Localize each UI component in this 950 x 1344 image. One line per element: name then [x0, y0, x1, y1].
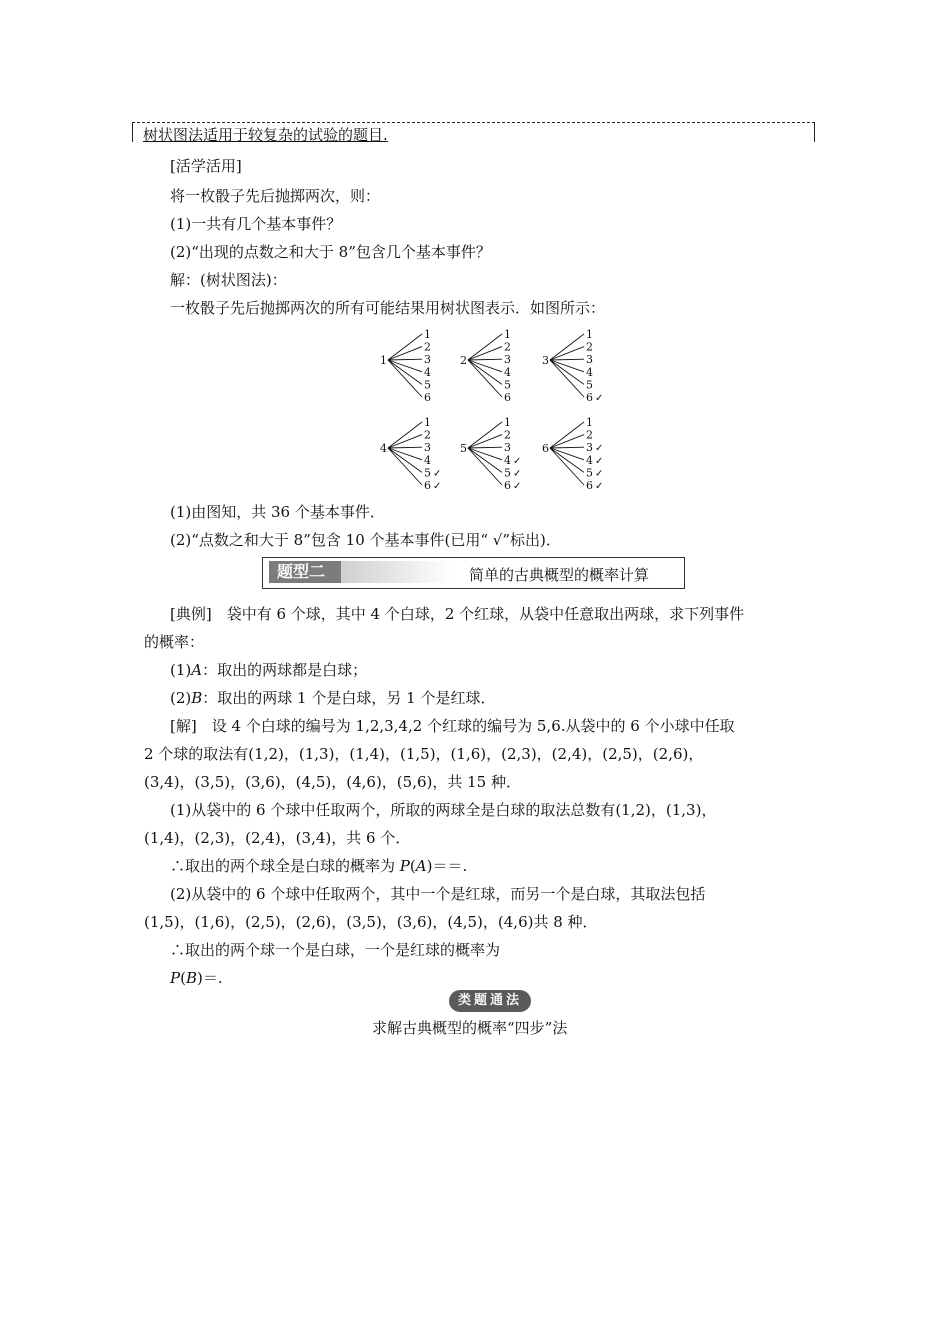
p2d-var: P [170, 969, 181, 987]
tree-branch [388, 422, 422, 448]
tree-leaf-4-1: 1 [424, 416, 431, 429]
tree-branch [388, 447, 422, 448]
part2-conclusion: P(B)＝. [170, 969, 223, 987]
tree-root-3: 3 [542, 354, 549, 367]
tree-leaf-4-5: 5 [424, 466, 431, 480]
practice-heading: [活学活用] [170, 157, 242, 175]
tree-branch [388, 347, 422, 360]
tree-leaf-6-3: 3 [586, 441, 593, 455]
check-mark-icon: ✓ [433, 481, 442, 492]
tree-leaf-4-6: 6 [424, 479, 431, 492]
part1-line2: (1,4)，(2,3)，(2,4)，(3,4)，共 6 个． [144, 829, 411, 847]
tree-root-2: 2 [460, 354, 467, 367]
tree-branch [550, 360, 584, 384]
tree-leaf-1-4: 4 [424, 365, 431, 379]
method-title: 求解古典概型的概率“四步”法 [372, 1019, 568, 1037]
tree-branch [468, 360, 502, 384]
example-q1 [170, 660, 367, 680]
tree-root-4: 4 [380, 442, 387, 455]
tip-box [132, 122, 815, 142]
method-badge: 类题通法 [449, 990, 531, 1012]
tree-leaf-4-2: 2 [424, 428, 431, 442]
section-type2-header [262, 557, 685, 589]
tree-leaf-6-4: 4 [586, 453, 593, 467]
tree-branch [468, 422, 502, 448]
tree-branch [468, 359, 502, 360]
part2-line2: (1,5)，(1,6)，(2,5)，(2,6)，(3,5)，(3,6)，(4,5)，(4,6)共 8 种． [144, 913, 598, 931]
tree-branch [468, 347, 502, 360]
practice-problem: 将一枚骰子先后抛掷两次，则： [170, 187, 381, 205]
tree-branch [388, 448, 422, 472]
tree-leaf-2-3: 3 [504, 353, 511, 367]
tree-branch [550, 447, 584, 448]
p1c-arg: A [415, 857, 427, 875]
check-mark-icon: ✓ [433, 468, 442, 480]
solution-line2: 2 个球的取法有(1,2)，(1,3)，(1,4)，(1,5)，(1,6)，(2,3)，(2,4)，(2,5)，(2,6)， [144, 745, 704, 763]
tree-branch [550, 448, 584, 472]
tree-leaf-5-6: 6 [504, 479, 511, 492]
answer-2: (2)“点数之和大于 8”包含 10 个基本事件(已用“ √”标出)． [170, 531, 561, 549]
practice-q1: (1)一共有几个基本事件？ [170, 215, 342, 233]
part2-line3: ∴取出的两个球一个是白球，一个是红球的概率为 [170, 941, 501, 959]
q1-var: A [191, 661, 203, 679]
check-mark-icon: ✓ [595, 443, 604, 455]
part1-line1: (1)从袋中的 6 个球中任取两个，所取的两球全是白球的取法总数有(1,2)，(1,3)， [170, 801, 717, 819]
tree-branch [388, 435, 422, 448]
tree-leaf-3-4: 4 [586, 365, 593, 379]
p1c-prefix: ∴取出的两个球全是白球的概率为 [170, 857, 400, 875]
tree-branch [550, 359, 584, 360]
solution-line1: [解] 设 4 个白球的编号为 1,2,3,4,2 个红球的编号为 5,6.从袋中的 6 个小球中任取 [170, 717, 735, 735]
tree-leaf-1-5: 5 [424, 378, 431, 392]
q2-var: B [191, 689, 203, 707]
example-q2 [170, 688, 495, 708]
p2d-post: ＝. [202, 969, 223, 987]
tree-branch [550, 334, 584, 360]
part1-conclusion: ∴取出的两个球全是白球的概率为 P(A)＝＝. [170, 857, 468, 875]
type2-label: 题型二 [269, 561, 341, 583]
tree-leaf-5-1: 1 [504, 416, 511, 429]
tree-branch [550, 422, 584, 448]
tree-leaf-5-3: 3 [504, 441, 511, 455]
tree-leaf-3-3: 3 [586, 353, 593, 367]
tree-branch [550, 435, 584, 448]
check-mark-icon: ✓ [595, 481, 604, 492]
tree-leaf-2-6: 6 [504, 391, 511, 404]
tree-leaf-5-2: 2 [504, 428, 511, 442]
tree-branch [550, 347, 584, 360]
practice-q2: (2)“出现的点数之和大于 8”包含几个基本事件？ [170, 243, 491, 261]
answer-1: (1)由图知，共 36 个基本事件． [170, 503, 385, 521]
check-mark-icon: ✓ [595, 468, 604, 480]
tree-leaf-6-5: 5 [586, 466, 593, 480]
tree-branch [468, 435, 502, 448]
q1-prefix: (1) [170, 661, 192, 679]
tree-leaf-2-2: 2 [504, 340, 511, 354]
tree-root-6: 6 [542, 442, 549, 455]
tree-leaf-5-5: 5 [504, 466, 511, 480]
tree-leaf-1-2: 2 [424, 340, 431, 354]
tree-leaf-3-5: 5 [586, 378, 593, 392]
tree-branch [468, 448, 502, 472]
type2-title: 简单的古典概型的概率计算 [469, 566, 650, 584]
p2d-arg: B [185, 969, 197, 987]
check-mark-icon: ✓ [513, 468, 522, 480]
type2-label-fade [341, 561, 451, 583]
tip-text: 树状图法适用于较复杂的试验的题目. [143, 126, 388, 144]
tree-leaf-3-2: 2 [586, 340, 593, 354]
tree-leaf-1-6: 6 [424, 391, 431, 404]
tree-leaf-4-4: 4 [424, 453, 431, 467]
tree-leaf-4-3: 3 [424, 441, 431, 455]
part2-line1: (2)从袋中的 6 个球中任取两个，其中一个是红球，而另一个是白球，其取法包括 [170, 885, 706, 903]
tree-branch [388, 360, 422, 384]
tree-leaf-5-4: 4 [504, 453, 511, 467]
tree-diagram [370, 322, 620, 494]
check-mark-icon: ✓ [595, 393, 604, 404]
tree-leaf-6-2: 2 [586, 428, 593, 442]
q2-prefix: (2) [170, 689, 192, 707]
tree-branch [388, 359, 422, 360]
solution-line3: (3,4)，(3,5)，(3,6)，(4,5)，(4,6)，(5,6)，共 15 种． [144, 773, 521, 791]
tree-leaf-1-3: 3 [424, 353, 431, 367]
check-mark-icon: ✓ [513, 455, 522, 467]
tree-branch [468, 447, 502, 448]
q1-text: ：取出的两球都是白球； [202, 661, 368, 679]
tree-root-5: 5 [460, 442, 467, 455]
tree-leaf-3-6: 6 [586, 391, 593, 404]
tree-leaf-2-4: 4 [504, 365, 511, 379]
check-mark-icon: ✓ [595, 455, 604, 467]
tree-branch [468, 334, 502, 360]
example-line2: 的概率： [144, 633, 205, 651]
tree-leaf-1-1: 1 [424, 328, 431, 341]
p1c-post: ＝＝. [432, 857, 468, 875]
solution-intro: 一枚骰子先后抛掷两次的所有可能结果用树状图表示．如图所示： [170, 299, 606, 317]
p1c-var: P [399, 857, 410, 875]
example-line1: [典例] 袋中有 6 个球，其中 4 个白球，2 个红球，从袋中任意取出两球，求下列事件 [170, 605, 745, 623]
tree-leaf-6-1: 1 [586, 416, 593, 429]
tree-branch [388, 334, 422, 360]
tree-root-1: 1 [380, 354, 387, 367]
tree-leaf-2-1: 1 [504, 328, 511, 341]
q2-text: ：取出的两球 1 个是白球，另 1 个是红球． [202, 689, 496, 707]
tree-leaf-6-6: 6 [586, 479, 593, 492]
tree-leaf-2-5: 5 [504, 378, 511, 392]
check-mark-icon: ✓ [513, 481, 522, 492]
solution-label: 解：(树状图法)： [170, 271, 287, 289]
tree-leaf-3-1: 1 [586, 328, 593, 341]
